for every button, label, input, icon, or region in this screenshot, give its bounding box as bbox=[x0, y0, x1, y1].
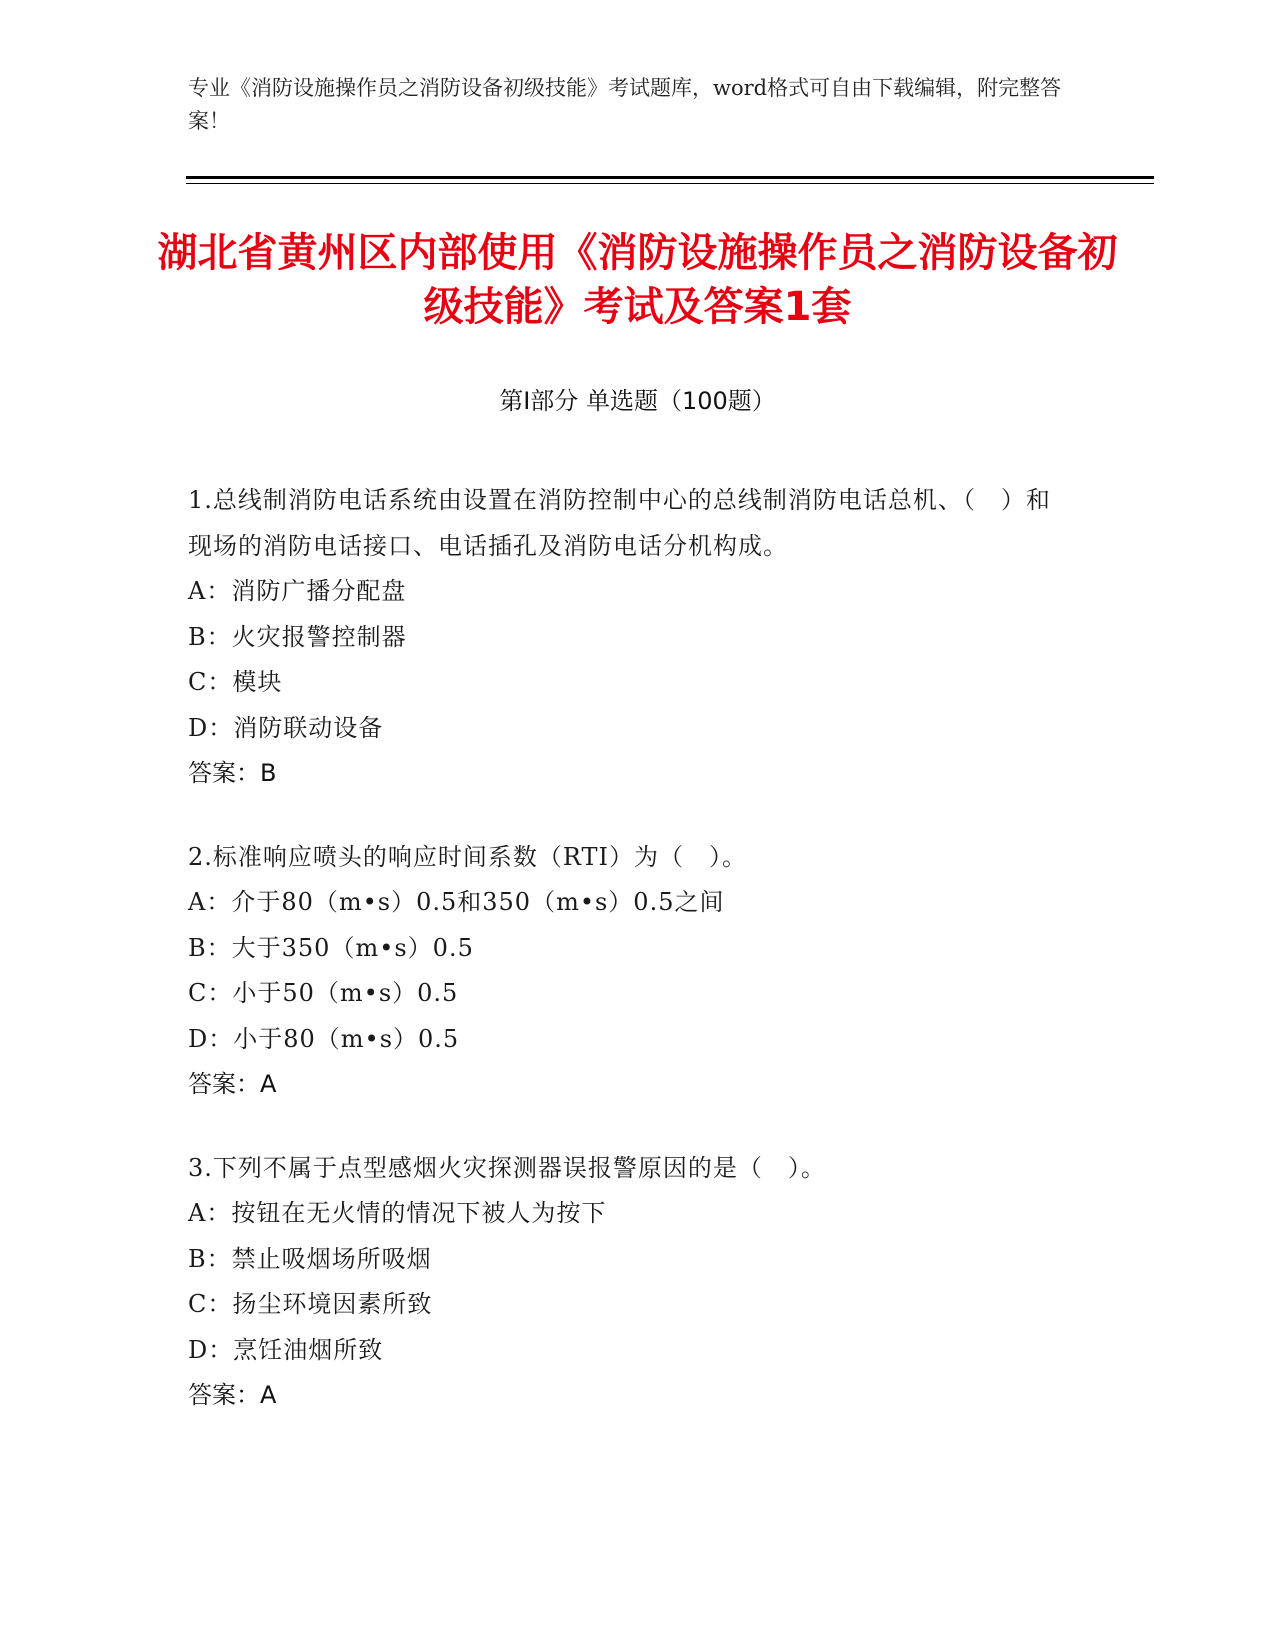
question-2 bbox=[188, 835, 1068, 1108]
option-c: C：模块 bbox=[188, 668, 283, 696]
option-d: D：消防联动设备 bbox=[188, 713, 384, 742]
option-b: B：禁止吸烟场所吸烟 bbox=[188, 1244, 432, 1273]
question-text: 2.标准响应喷头的响应时间系数（RTI）为（ ）。 bbox=[188, 842, 748, 871]
option-a: A：按钮在无火情的情况下被人为按下 bbox=[188, 1199, 607, 1227]
option-b: B：火灾报警控制器 bbox=[188, 622, 407, 651]
question-text: 1.总线制消防电话系统由设置在消防控制中心的总线制消防电话总机、（ ）和现场的消防电话接口、电话插孔及消防电话分机构成。 bbox=[188, 486, 1051, 560]
option-a: A：介于80（m•s）0.5和350（m•s）0.5之间 bbox=[188, 888, 725, 916]
question-1 bbox=[188, 478, 1068, 797]
option-a: A：消防广播分配盘 bbox=[188, 577, 407, 605]
option-b: B：大于350（m•s）0.5 bbox=[188, 933, 474, 962]
answer: 答案：B bbox=[188, 759, 277, 787]
question-3 bbox=[188, 1146, 1068, 1419]
header-rule-thick bbox=[186, 176, 1154, 179]
option-c: C：扬尘环境因素所致 bbox=[188, 1290, 433, 1318]
option-d: D：小于80（m•s）0.5 bbox=[188, 1024, 460, 1053]
header-rule-thin bbox=[186, 183, 1154, 184]
header-note: 专业《消防设施操作员之消防设备初级技能》考试题库，word格式可自由下载编辑，附完整答案！ bbox=[188, 76, 1062, 133]
document-title: 湖北省黄州区内部使用《消防设施操作员之消防设备初级技能》考试及答案1套 bbox=[157, 230, 1118, 330]
option-c: C：小于50（m•s）0.5 bbox=[188, 979, 459, 1007]
answer: 答案：A bbox=[188, 1381, 277, 1409]
question-text: 3.下列不属于点型感烟火灾探测器误报警原因的是（ ）。 bbox=[188, 1153, 826, 1182]
option-d: D：烹饪油烟所致 bbox=[188, 1335, 384, 1364]
section-heading: 第I部分 单选题（100题） bbox=[499, 387, 776, 415]
question-list bbox=[188, 478, 1068, 1457]
answer: 答案：A bbox=[188, 1070, 277, 1098]
